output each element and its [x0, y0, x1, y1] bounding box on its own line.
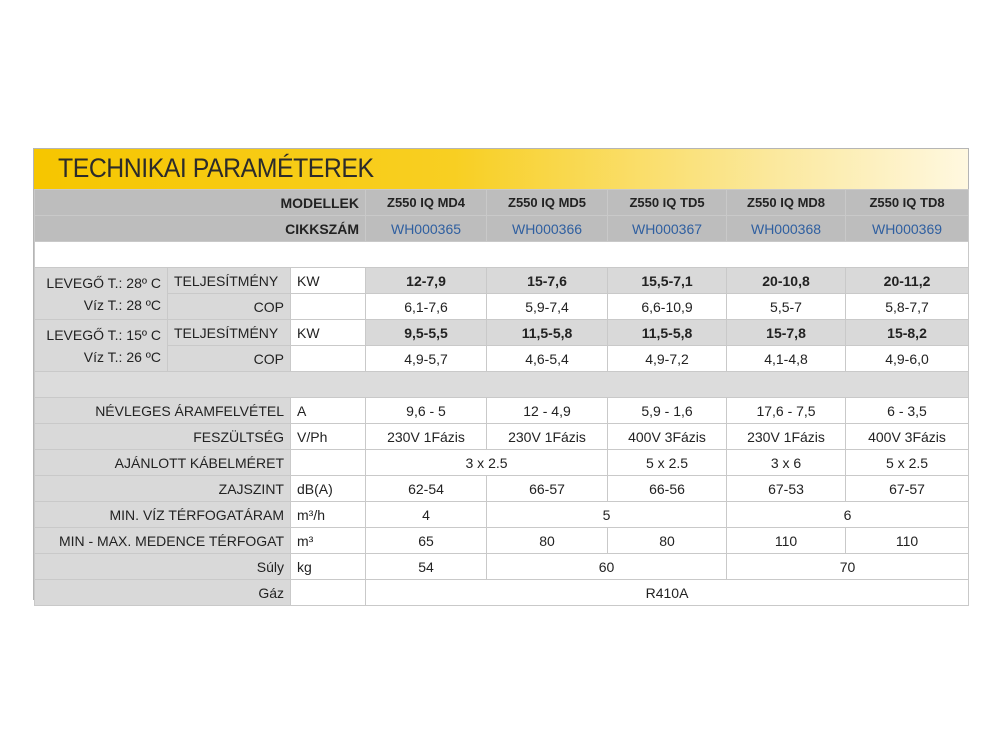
cable-label: AJÁNLOTT KÁBELMÉRET: [35, 450, 291, 476]
article-code: WH000367: [608, 216, 727, 242]
current-value: 12 - 4,9: [487, 398, 608, 424]
technical-parameters-sheet: [33, 148, 969, 600]
perf-value: 11,5-5,8: [487, 320, 608, 346]
weight-value: 54: [366, 554, 487, 580]
cop-label: COP: [168, 346, 291, 372]
noise-value: 67-57: [846, 476, 969, 502]
perf-value: 15,5-7,1: [608, 268, 727, 294]
cop-value: 6,6-10,9: [608, 294, 727, 320]
current-value: 17,6 - 7,5: [727, 398, 846, 424]
cop-value: 5,9-7,4: [487, 294, 608, 320]
voltage-value: 230V 1Fázis: [366, 424, 487, 450]
condition1-air-temp: LEVEGŐ T.: 28º C: [46, 274, 161, 291]
water-flow-row: [35, 502, 969, 528]
water-flow-unit: m³/h: [291, 502, 366, 528]
article-code: WH000369: [846, 216, 969, 242]
weight-label: Súly: [35, 554, 291, 580]
article-code: WH000365: [366, 216, 487, 242]
condition2-air-temp: LEVEGŐ T.: 15º C: [46, 326, 161, 343]
pool-volume-label: MIN - MAX. MEDENCE TÉRFOGAT: [35, 528, 291, 554]
cop-unit: [291, 346, 366, 372]
model-name: Z550 IQ MD8: [727, 190, 846, 216]
condition1-perf-row: [35, 268, 969, 294]
cop-value: 4,1-4,8: [727, 346, 846, 372]
perf-value: 9,5-5,5: [366, 320, 487, 346]
cop-value: 5,5-7: [727, 294, 846, 320]
perf-value: 20-10,8: [727, 268, 846, 294]
spacer-row: [35, 372, 969, 398]
model-name: Z550 IQ TD8: [846, 190, 969, 216]
weight-row: [35, 554, 969, 580]
voltage-unit: V/Ph: [291, 424, 366, 450]
cable-value: 3 x 2.5: [366, 450, 608, 476]
voltage-value: 230V 1Fázis: [487, 424, 608, 450]
condition1-cop-row: [35, 294, 969, 320]
weight-value: 70: [727, 554, 969, 580]
pool-volume-value: 110: [846, 528, 969, 554]
perf-value: 11,5-5,8: [608, 320, 727, 346]
models-row: [35, 190, 969, 216]
perf-label: TELJESÍTMÉNY: [168, 320, 291, 346]
perf-unit: KW: [291, 268, 366, 294]
voltage-value: 400V 3Fázis: [608, 424, 727, 450]
pool-volume-value: 65: [366, 528, 487, 554]
gas-value: R410A: [366, 580, 969, 606]
cable-row: [35, 450, 969, 476]
condition2-water-temp: Víz T.: 26 ºC: [83, 348, 161, 365]
parameters-table: [34, 189, 969, 606]
pool-volume-row: [35, 528, 969, 554]
perf-value: 12-7,9: [366, 268, 487, 294]
noise-unit: dB(A): [291, 476, 366, 502]
noise-value: 62-54: [366, 476, 487, 502]
page-title: TECHNIKAI PARAMÉTEREK: [58, 153, 374, 183]
voltage-label: FESZÜLTSÉG: [35, 424, 291, 450]
current-value: 9,6 - 5: [366, 398, 487, 424]
water-flow-label: MIN. VÍZ TÉRFOGATÁRAM: [35, 502, 291, 528]
gas-label: Gáz: [35, 580, 291, 606]
noise-label: ZAJSZINT: [35, 476, 291, 502]
voltage-value: 230V 1Fázis: [727, 424, 846, 450]
condition1-water-temp: Víz T.: 28 ºC: [83, 296, 161, 313]
perf-unit: KW: [291, 320, 366, 346]
model-name: Z550 IQ MD5: [487, 190, 608, 216]
cop-unit: [291, 294, 366, 320]
pool-volume-value: 110: [727, 528, 846, 554]
cop-value: 4,6-5,4: [487, 346, 608, 372]
cop-value: 4,9-5,7: [366, 346, 487, 372]
cop-value: 4,9-7,2: [608, 346, 727, 372]
water-flow-value: 5: [487, 502, 727, 528]
perf-value: 15-7,6: [487, 268, 608, 294]
current-unit: A: [291, 398, 366, 424]
cable-value: 3 x 6: [727, 450, 846, 476]
cop-value: 4,9-6,0: [846, 346, 969, 372]
perf-value: 20-11,2: [846, 268, 969, 294]
spacer-row: [35, 242, 969, 268]
noise-row: [35, 476, 969, 502]
cable-unit: [291, 450, 366, 476]
condition2-perf-row: [35, 320, 969, 346]
gas-unit: [291, 580, 366, 606]
voltage-value: 400V 3Fázis: [846, 424, 969, 450]
model-name: Z550 IQ MD4: [366, 190, 487, 216]
noise-value: 66-57: [487, 476, 608, 502]
condition2-label: [35, 320, 168, 372]
cable-value: 5 x 2.5: [608, 450, 727, 476]
perf-value: 15-7,8: [727, 320, 846, 346]
current-row: [35, 398, 969, 424]
weight-unit: kg: [291, 554, 366, 580]
current-label: NÉVLEGES ÁRAMFELVÉTEL: [35, 398, 291, 424]
water-flow-value: 6: [727, 502, 969, 528]
article-code: WH000368: [727, 216, 846, 242]
current-value: 5,9 - 1,6: [608, 398, 727, 424]
cop-label: COP: [168, 294, 291, 320]
cop-value: 5,8-7,7: [846, 294, 969, 320]
cop-value: 6,1-7,6: [366, 294, 487, 320]
perf-value: 15-8,2: [846, 320, 969, 346]
weight-value: 60: [487, 554, 727, 580]
current-value: 6 - 3,5: [846, 398, 969, 424]
gas-row: [35, 580, 969, 606]
cable-value: 5 x 2.5: [846, 450, 969, 476]
condition1-label: [35, 268, 168, 320]
codes-label: CIKKSZÁM: [35, 216, 366, 242]
title-bar: [34, 149, 968, 189]
condition2-cop-row: [35, 346, 969, 372]
pool-volume-unit: m³: [291, 528, 366, 554]
voltage-row: [35, 424, 969, 450]
article-code: WH000366: [487, 216, 608, 242]
perf-label: TELJESÍTMÉNY: [168, 268, 291, 294]
noise-value: 66-56: [608, 476, 727, 502]
water-flow-value: 4: [366, 502, 487, 528]
pool-volume-value: 80: [487, 528, 608, 554]
pool-volume-value: 80: [608, 528, 727, 554]
models-label: MODELLEK: [35, 190, 366, 216]
codes-row: [35, 216, 969, 242]
noise-value: 67-53: [727, 476, 846, 502]
model-name: Z550 IQ TD5: [608, 190, 727, 216]
